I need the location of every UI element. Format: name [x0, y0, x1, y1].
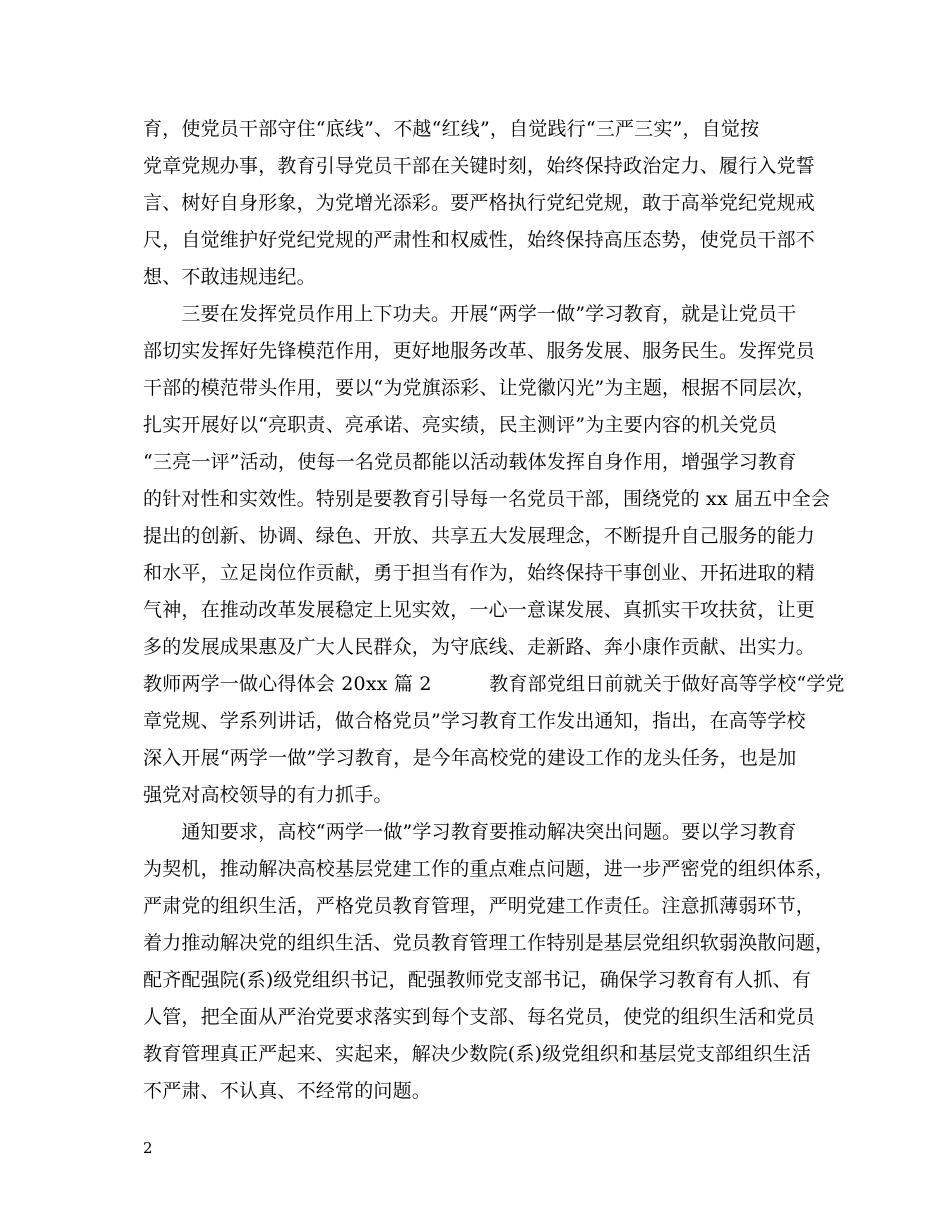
text-line: 和水平，立足岗位作贡献，勇于担当有作为，始终保持干事创业、开拓进取的精 — [143, 562, 816, 584]
text-line: “三亮一评”活动，使每一名党员都能以活动载体发挥自身作用，增强学习教育 — [143, 451, 797, 473]
text-line: 尺，自觉维护好党纪党规的严肃性和权威性，始终保持高压态势，使党员干部不 — [143, 229, 816, 251]
text-line: 气神，在推动改革发展稳定上见实效，一心一意谋发展、真抓实干攻扶贫，让更 — [143, 599, 816, 621]
text-line: 不严肃、不认真、不经常的问题。 — [143, 1080, 432, 1102]
text-line: 人管，把全面从严治党要求落实到每个支部、每名党员，使党的组织生活和党员 — [143, 1006, 816, 1028]
text-line: 的针对性和实效性。特别是要教育引导每一名党员干部，围绕党的 xx 届五中全会 — [143, 488, 831, 510]
text-line: 多的发展成果惠及广大人民群众，为守底线、走新路、奔小康作贡献、出实力。 — [143, 636, 816, 658]
text-line: 深入开展“两学一做”学习教育，是今年高校党的建设工作的龙头任务，也是加 — [143, 747, 797, 769]
text-line: 为契机，推动解决高校基层党建工作的重点难点问题，进一步严密党的组织体系， — [143, 858, 835, 880]
text-line: 扎实开展好以“亮职责、亮承诺、亮实绩，民主测评”为主要内容的机关党员 — [143, 414, 778, 436]
text-line: 三要在发挥党员作用上下功夫。开展“两学一做”学习教育，就是让党员干 — [143, 303, 797, 325]
text-line: 章党规、学系列讲话，做合格党员”学习教育工作发出通知，指出，在高等学校 — [143, 710, 806, 732]
text-line: 提出的创新、协调、绿色、开放、共享五大发展理念，不断提升自己服务的能力 — [143, 525, 816, 547]
page-number: 2 — [143, 1139, 153, 1157]
text-line: 强党对高校领导的有力抓手。 — [143, 784, 393, 806]
text-line: 干部的模范带头作用，要以“为党旗添彩、让党徽闪光”为主题，根据不同层次， — [143, 377, 816, 399]
text-line: 严肃党的组织生活，严格党员教育管理，严明党建工作责任。注意抓薄弱环节， — [143, 895, 816, 917]
text-line: 着力推动解决党的组织生活、党员教育管理工作特别是基层党组织软弱涣散问题， — [143, 932, 835, 954]
text-line: 育，使党员干部守住“底线”、不越“红线”，自觉践行“三严三实”，自觉按 — [143, 118, 760, 140]
text-line: 言、树好自身形象，为党增光添彩。要严格执行党纪党规，敢于高举党纪党规戒 — [143, 192, 816, 214]
text-line: 配齐配强院(系)级党组织书记，配强教师党支部书记，确保学习教育有人抓、有 — [143, 969, 812, 991]
text-line: 教育管理真正严起来、实起来，解决少数院(系)级党组织和基层党支部组织生活 — [143, 1043, 812, 1065]
text-line: 通知要求，高校“两学一做”学习教育要推动解决突出问题。要以学习教育 — [143, 821, 797, 843]
text-line: 教师两学一做心得体会 20xx 篇 2 教育部党组日前就关于做好高等学校“学党 — [143, 673, 845, 695]
text-line: 部切实发挥好先锋模范作用，更好地服务改革、服务发展、服务民生。发挥党员 — [143, 340, 816, 362]
text-line: 党章党规办事，教育引导党员干部在关键时刻，始终保持政治定力、履行入党誓 — [143, 155, 816, 177]
text-line: 想、不敢违规违纪。 — [143, 266, 316, 288]
